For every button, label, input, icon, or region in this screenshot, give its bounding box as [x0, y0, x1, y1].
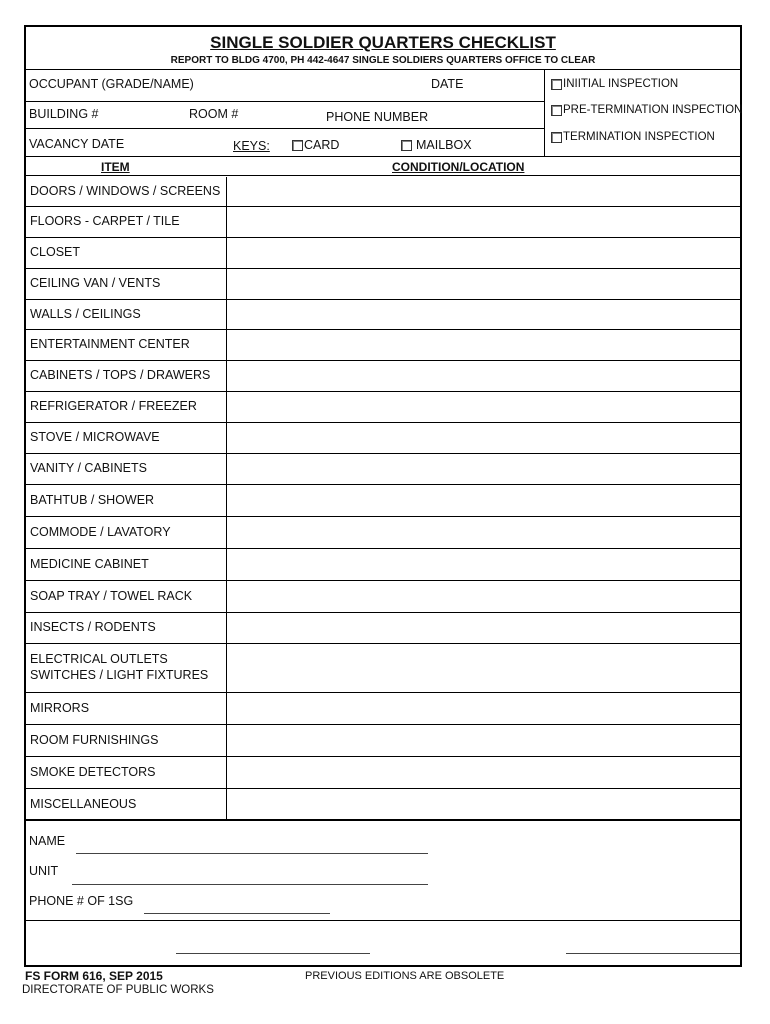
form-id: FS FORM 616, SEP 2015 — [25, 969, 163, 983]
condition-cell[interactable] — [226, 269, 740, 299]
condition-cell[interactable] — [226, 549, 740, 580]
item-label: ROOM FURNISHINGS — [30, 733, 159, 747]
checklist-form — [24, 25, 742, 967]
table-row — [26, 330, 740, 361]
form-title: SINGLE SOLDIER QUARTERS CHECKLIST — [210, 33, 556, 52]
header-rule-1 — [26, 101, 544, 102]
mailbox-checkbox[interactable] — [401, 140, 412, 151]
condition-cell[interactable] — [226, 725, 740, 756]
table-row — [26, 423, 740, 454]
phone-label: PHONE NUMBER — [326, 110, 429, 124]
item-label: MIRRORS — [30, 701, 90, 715]
item-column-header: ITEM — [101, 160, 130, 174]
table-row — [26, 757, 740, 789]
item-label: SMOKE DETECTORS — [30, 765, 156, 779]
item-label: VANITY / CABINETS — [30, 461, 147, 475]
item-label: MISCELLANEOUS — [30, 797, 137, 811]
item-label: CEILING VAN / VENTS — [30, 276, 161, 290]
inspection-divider — [544, 69, 545, 156]
date-label: DATE — [431, 77, 464, 91]
signature-field-right[interactable] — [566, 953, 740, 954]
item-label: ELECTRICAL OUTLETS — [30, 652, 168, 666]
initial-inspection-label: INIITIAL INSPECTION — [563, 78, 679, 90]
table-row — [26, 177, 740, 207]
item-label: CABINETS / TOPS / DRAWERS — [30, 368, 211, 382]
header-rule-3 — [26, 156, 740, 157]
condition-cell[interactable] — [226, 392, 740, 422]
signoff-rule — [26, 920, 740, 921]
condition-cell[interactable] — [226, 423, 740, 453]
signature-field-left[interactable] — [176, 953, 370, 954]
phone-1sg-field[interactable] — [144, 913, 330, 914]
table-row — [26, 207, 740, 238]
card-checkbox[interactable] — [292, 140, 303, 151]
form-subtitle: REPORT TO BLDG 4700, PH 442-4647 SINGLE SOLDIERS QUARTERS OFFICE TO CLEAR — [170, 55, 596, 66]
header-rule-2 — [26, 128, 544, 129]
item-label: DOORS / WINDOWS / SCREENS — [30, 184, 221, 198]
initial-inspection-checkbox[interactable] — [551, 79, 562, 90]
condition-cell[interactable] — [226, 517, 740, 548]
occupant-label: OCCUPANT (GRADE/NAME) — [29, 77, 194, 91]
table-row — [26, 392, 740, 423]
table-row — [26, 269, 740, 300]
unit-label: UNIT — [29, 864, 59, 878]
item-label: SOAP TRAY / TOWEL RACK — [30, 589, 193, 603]
item-label: COMMODE / LAVATORY — [30, 525, 171, 539]
condition-cell[interactable] — [226, 238, 740, 268]
pre-termination-label: PRE-TERMINATION INSPECTION — [563, 104, 743, 116]
item-label: REFRIGERATOR / FREEZER — [30, 399, 197, 413]
table-row — [26, 300, 740, 330]
condition-cell[interactable] — [226, 300, 740, 329]
item-label: BATHTUB / SHOWER — [30, 493, 155, 507]
condition-cell[interactable] — [226, 757, 740, 788]
table-row — [26, 549, 740, 581]
pre-termination-checkbox[interactable] — [551, 105, 562, 116]
obsolete-note: PREVIOUS EDITIONS ARE OBSOLETE — [305, 970, 505, 982]
item-label: STOVE / MICROWAVE — [30, 430, 160, 444]
termination-checkbox[interactable] — [551, 132, 562, 143]
item-label: MEDICINE CABINET — [30, 557, 149, 571]
table-row — [26, 693, 740, 725]
table-row — [26, 789, 740, 821]
item-label: FLOORS - CARPET / TILE — [30, 214, 180, 228]
condition-cell[interactable] — [226, 361, 740, 391]
table-row — [26, 725, 740, 757]
table-row — [26, 238, 740, 269]
condition-cell[interactable] — [226, 485, 740, 516]
item-label: INSECTS / RODENTS — [30, 620, 156, 634]
table-row — [26, 517, 740, 549]
card-label: CARD — [304, 138, 340, 152]
condition-cell[interactable] — [226, 207, 740, 237]
condition-cell[interactable] — [226, 454, 740, 484]
table-row — [26, 454, 740, 485]
item-label: CLOSET — [30, 245, 81, 259]
directorate-label: DIRECTORATE OF PUBLIC WORKS — [22, 984, 214, 996]
header-top-rule — [26, 69, 740, 70]
building-label: BUILDING # — [29, 107, 99, 121]
keys-label: KEYS: — [233, 139, 270, 153]
table-row — [26, 581, 740, 613]
condition-column-header: CONDITION/LOCATION — [392, 160, 525, 174]
table-row — [26, 361, 740, 392]
condition-cell[interactable] — [226, 330, 740, 360]
item-label: ENTERTAINMENT CENTER — [30, 337, 190, 351]
phone-1sg-label: PHONE # OF 1SG — [29, 894, 134, 908]
unit-field[interactable] — [72, 884, 428, 885]
name-field[interactable] — [76, 853, 428, 854]
condition-cell[interactable] — [226, 644, 740, 692]
table-row — [26, 613, 740, 644]
condition-cell[interactable] — [226, 789, 740, 819]
table-row — [26, 644, 740, 693]
condition-cell[interactable] — [226, 613, 740, 643]
room-label: ROOM # — [189, 107, 239, 121]
item-label: SWITCHES / LIGHT FIXTURES — [30, 668, 209, 682]
condition-cell[interactable] — [226, 581, 740, 612]
table-row — [26, 485, 740, 517]
condition-cell[interactable] — [226, 693, 740, 724]
table-top-rule — [26, 175, 740, 176]
vacancy-date-label: VACANCY DATE — [29, 137, 125, 151]
item-label: WALLS / CEILINGS — [30, 307, 141, 321]
name-label: NAME — [29, 834, 66, 848]
condition-cell[interactable] — [226, 177, 740, 206]
termination-label: TERMINATION INSPECTION — [563, 131, 715, 143]
mailbox-label: MAILBOX — [416, 138, 472, 152]
